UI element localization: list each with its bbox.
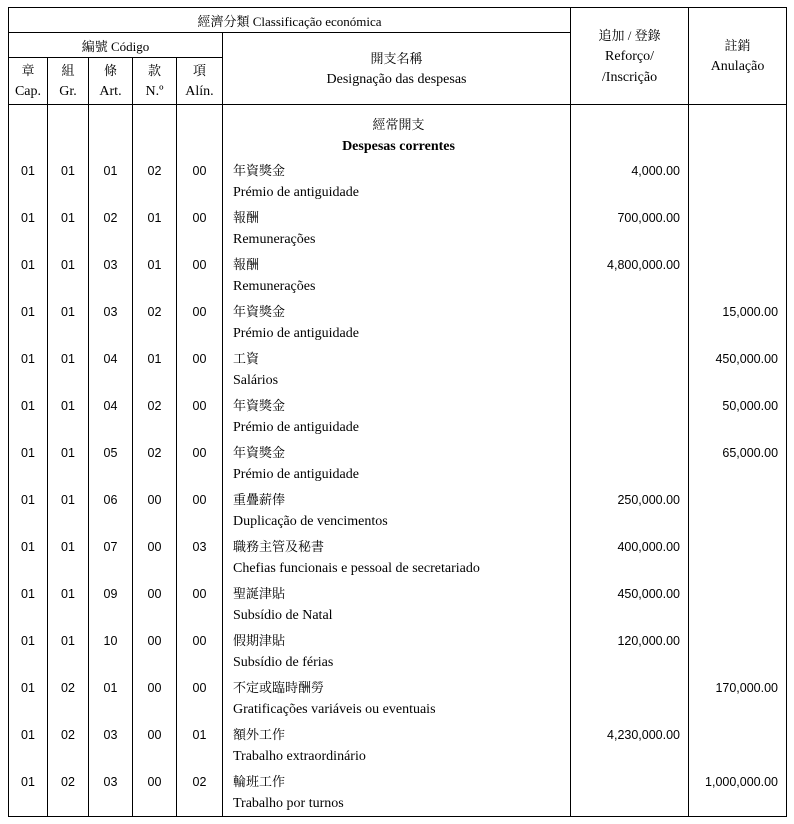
code-n-cell: 01 [133,205,177,252]
designation-cell [223,440,571,487]
designation-pt: Prémio de antiguidade [233,420,359,435]
code-gr-cell: 01 [48,534,89,581]
cancellation-amount: 1,000,000.00 [689,769,787,817]
col-header-alin [177,58,223,105]
code-cap-cell: 01 [9,252,48,299]
cancellation-amount [689,487,787,534]
reinforcement-amount: 120,000.00 [571,628,689,675]
code-alin-cell: 00 [177,487,223,534]
code-cap-cell: 01 [9,534,48,581]
code-n-cell [133,105,177,159]
reinforcement-amount: 250,000.00 [571,487,689,534]
code-n-cell: 00 [133,628,177,675]
section-row [9,105,787,159]
table-row [9,158,787,205]
code-alin-cell [177,105,223,159]
code-art-cell: 10 [89,628,133,675]
code-gr-cell: 01 [48,581,89,628]
economic-classification-header [9,8,571,33]
col-header-cap [9,58,48,105]
reinforcement-amount [571,675,689,722]
reinforcement-amount [571,440,689,487]
table-row [9,440,787,487]
code-art-cell: 02 [89,205,133,252]
designation-zh: 報酬 [233,257,260,272]
code-art-cell: 07 [89,534,133,581]
designation-cell [223,393,571,440]
designation-pt: Subsídio de Natal [233,608,333,623]
code-n-cell: 00 [133,581,177,628]
code-alin-cell: 02 [177,769,223,817]
designation-pt: Chefias funcionais e pessoal de secretariado [233,561,480,576]
code-art-cell: 04 [89,393,133,440]
cancellation-amount: 50,000.00 [689,393,787,440]
table-row [9,346,787,393]
designation-zh: 年資獎金 [233,445,286,460]
reinforcement-header [571,8,689,105]
table-row [9,299,787,346]
code-art-cell: 09 [89,581,133,628]
designation-zh: 聖誕津貼 [233,586,286,601]
code-cap-cell: 01 [9,628,48,675]
code-art-cell: 03 [89,769,133,817]
designation-pt: Trabalho por turnos [233,796,344,811]
code-alin-cell: 01 [177,722,223,769]
code-cap-cell [9,105,48,159]
code-cap-cell: 01 [9,440,48,487]
code-cap-cell: 01 [9,487,48,534]
col-header-n-zh: 款 [147,63,161,78]
code-alin-cell: 00 [177,346,223,393]
col-header-art [89,58,133,105]
code-alin-cell: 03 [177,534,223,581]
table-row [9,487,787,534]
designation-zh: 不定或臨時酬勞 [233,680,325,695]
col-header-cap-pt: Cap. [14,84,42,99]
designation-cell [223,487,571,534]
cancellation-amount: 15,000.00 [689,299,787,346]
designation-pt: Trabalho extraordinário [233,749,366,764]
code-gr-cell: 01 [48,252,89,299]
code-art-cell: 06 [89,487,133,534]
col-header-gr [48,58,89,105]
code-header [9,33,223,58]
col-header-n [133,58,177,105]
col-header-alin-pt: Alín. [185,84,214,99]
designation-cell [223,769,571,817]
code-cap-cell: 01 [9,299,48,346]
code-art-cell [89,105,133,159]
code-n-cell: 02 [133,440,177,487]
designation-label-zh: 開支名稱 [370,50,423,66]
code-art-cell: 01 [89,158,133,205]
reinforcement-amount [571,393,689,440]
code-n-cell: 00 [133,722,177,769]
designation-pt: Remunerações [233,279,316,294]
economic-classification-label: 經濟分類 Classificação económica [197,13,382,29]
designation-pt: Duplicação de vencimentos [233,514,388,529]
code-gr-cell: 01 [48,299,89,346]
designation-pt: Salários [233,373,279,388]
table-row [9,252,787,299]
col-header-art-zh: 條 [103,63,117,78]
col-header-cap-zh: 章 [21,63,35,78]
reinforcement-amount: 4,800,000.00 [571,252,689,299]
code-n-cell: 01 [133,252,177,299]
section-title-zh: 經常開支 [372,117,425,132]
cancellation-header [689,8,787,105]
code-gr-cell: 01 [48,346,89,393]
cancellation-amount [689,581,787,628]
code-alin-cell: 00 [177,393,223,440]
designation-label-pt: Designação das despesas [326,71,467,87]
code-alin-cell: 00 [177,440,223,487]
designation-pt: Prémio de antiguidade [233,467,359,482]
code-n-cell: 02 [133,158,177,205]
designation-zh: 年資獎金 [233,163,286,178]
cancellation-amount [689,252,787,299]
code-gr-cell: 02 [48,722,89,769]
col-header-alin-zh: 項 [192,63,206,78]
code-cap-cell: 01 [9,722,48,769]
designation-cell [223,534,571,581]
cancellation-amount [689,534,787,581]
designation-zh: 年資獎金 [233,398,286,413]
table-row [9,628,787,675]
code-gr-cell: 01 [48,158,89,205]
code-cap-cell: 01 [9,158,48,205]
code-gr-cell: 01 [48,628,89,675]
code-gr-cell: 02 [48,675,89,722]
table-row [9,769,787,817]
col-header-gr-pt: Gr. [59,84,77,99]
designation-zh: 報酬 [233,210,260,225]
code-n-cell: 02 [133,393,177,440]
designation-zh: 額外工作 [233,727,286,742]
designation-zh: 輪班工作 [233,774,286,789]
code-cap-cell: 01 [9,769,48,817]
designation-cell [223,158,571,205]
cancellation-label-zh: 註銷 [724,38,751,53]
code-art-cell: 03 [89,722,133,769]
cancellation-label-pt: Anulação [710,59,765,74]
code-alin-cell: 00 [177,675,223,722]
section-title-cell [223,105,571,159]
table-row [9,534,787,581]
designation-cell [223,205,571,252]
code-n-cell: 00 [133,487,177,534]
designation-cell [223,252,571,299]
code-n-cell: 01 [133,346,177,393]
cancellation-amount [689,628,787,675]
code-cap-cell: 01 [9,205,48,252]
designation-pt: Prémio de antiguidade [233,326,359,341]
designation-pt: Subsídio de férias [233,655,334,670]
reinforcement-amount [571,346,689,393]
cancellation-amount [689,722,787,769]
reinforcement-label-pt1: Reforço/ [605,48,654,64]
code-art-cell: 03 [89,299,133,346]
designation-pt: Prémio de antiguidade [233,185,359,200]
designation-zh: 年資獎金 [233,304,286,319]
budget-table [8,7,787,817]
code-alin-cell: 00 [177,205,223,252]
designation-zh: 重疊薪俸 [233,492,286,507]
reinforcement-label-pt2: /Inscrição [601,69,658,85]
table-row [9,581,787,628]
code-alin-cell: 00 [177,158,223,205]
code-gr-cell: 01 [48,205,89,252]
designation-cell [223,581,571,628]
cancellation-amount [689,205,787,252]
cancellation-amount: 170,000.00 [689,675,787,722]
code-alin-cell: 00 [177,581,223,628]
cancellation-amount [689,105,787,159]
designation-zh: 假期津貼 [233,633,286,648]
code-gr-cell: 01 [48,440,89,487]
code-n-cell: 02 [133,299,177,346]
table-row [9,675,787,722]
code-gr-cell: 01 [48,393,89,440]
reinforcement-amount [571,299,689,346]
designation-zh: 職務主管及秘書 [233,539,325,554]
reinforcement-amount [571,769,689,817]
designation-zh: 工資 [233,351,260,366]
code-n-cell: 00 [133,534,177,581]
designation-cell [223,675,571,722]
code-art-cell: 01 [89,675,133,722]
reinforcement-amount: 4,000.00 [571,158,689,205]
reinforcement-amount: 4,230,000.00 [571,722,689,769]
code-cap-cell: 01 [9,393,48,440]
section-title-pt: Despesas correntes [342,139,455,154]
designation-pt: Remunerações [233,232,316,247]
code-cap-cell: 01 [9,675,48,722]
code-header-label: 編號 Código [81,38,150,54]
code-n-cell: 00 [133,675,177,722]
code-alin-cell: 00 [177,628,223,675]
table-row [9,393,787,440]
designation-pt: Gratificações variáveis ou eventuais [233,702,436,717]
designation-cell [223,722,571,769]
designation-cell [223,299,571,346]
code-n-cell: 00 [133,769,177,817]
designation-header [223,33,571,105]
col-header-gr-zh: 組 [61,63,75,78]
reinforcement-amount: 450,000.00 [571,581,689,628]
code-alin-cell: 00 [177,252,223,299]
designation-cell [223,346,571,393]
table-row [9,722,787,769]
code-gr-cell: 01 [48,487,89,534]
code-gr-cell [48,105,89,159]
cancellation-amount: 65,000.00 [689,440,787,487]
reinforcement-amount [571,105,689,159]
cancellation-amount: 450,000.00 [689,346,787,393]
reinforcement-amount: 400,000.00 [571,534,689,581]
code-cap-cell: 01 [9,581,48,628]
code-art-cell: 03 [89,252,133,299]
col-header-n-pt: N.º [145,84,164,99]
designation-cell [223,628,571,675]
code-cap-cell: 01 [9,346,48,393]
reinforcement-amount: 700,000.00 [571,205,689,252]
code-art-cell: 05 [89,440,133,487]
col-header-art-pt: Art. [99,84,122,99]
table-row [9,205,787,252]
reinforcement-label-zh: 追加 / 登錄 [598,27,661,43]
code-gr-cell: 02 [48,769,89,817]
code-art-cell: 04 [89,346,133,393]
cancellation-amount [689,158,787,205]
code-alin-cell: 00 [177,299,223,346]
